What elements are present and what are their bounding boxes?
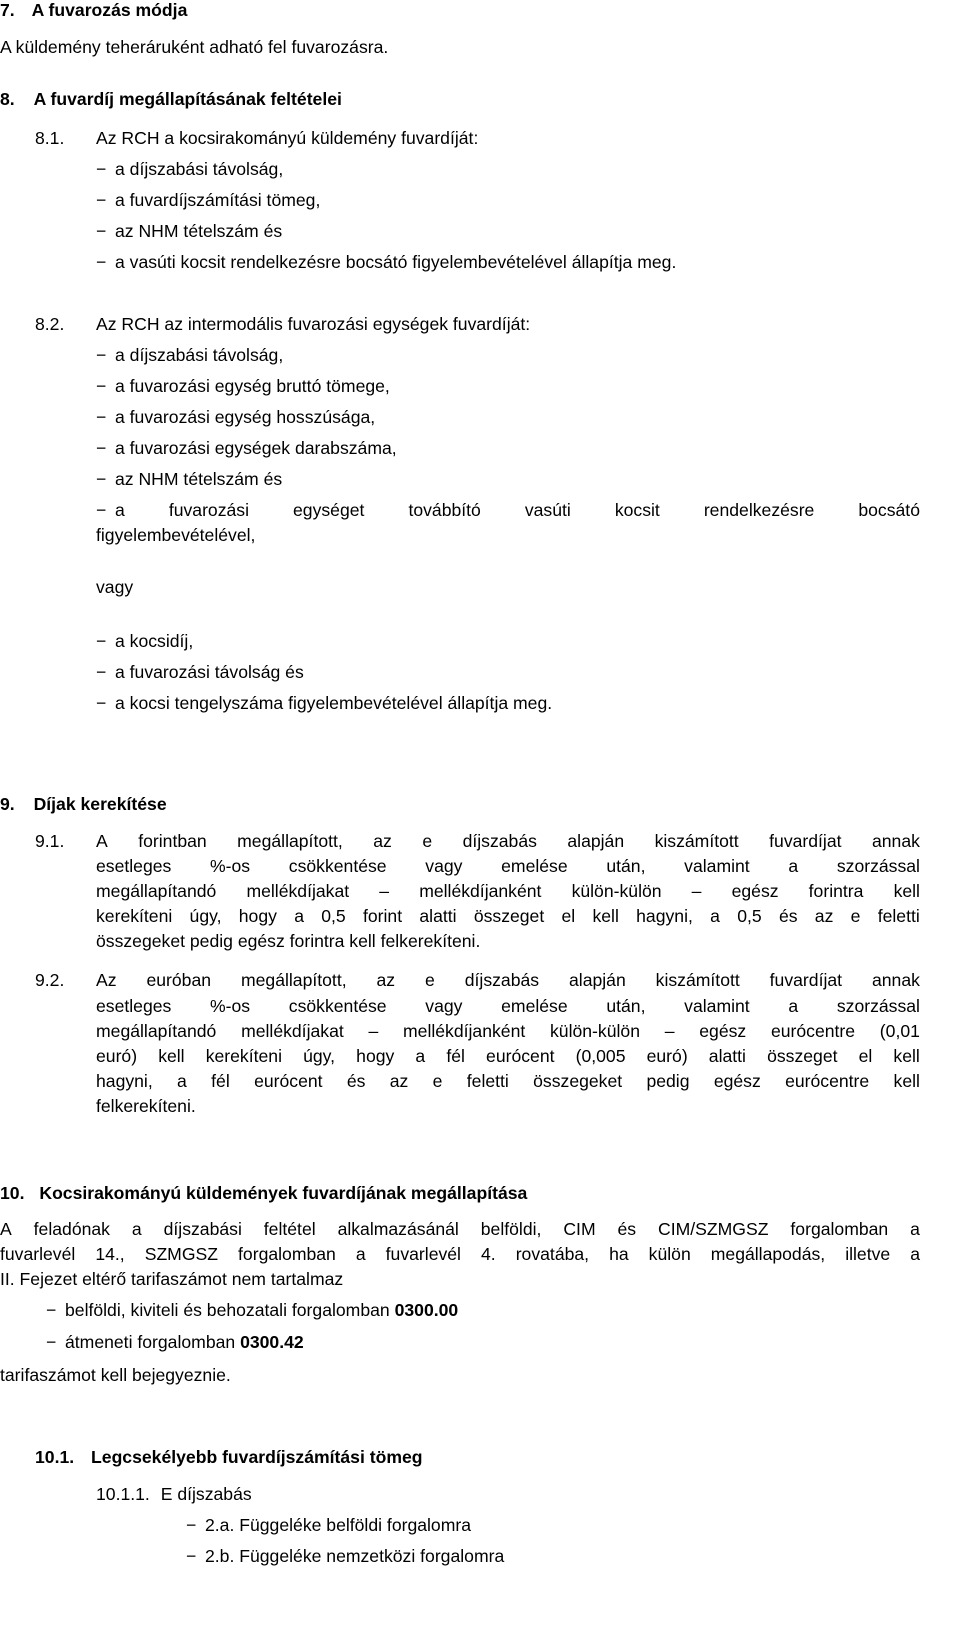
- heading-number: 10.: [0, 1183, 25, 1203]
- dash-icon: −: [96, 190, 107, 210]
- list-item: − az NHM tételszám és: [96, 469, 283, 489]
- justified-line: kerekíteni úgy, hogy a 0,5 forint alatti összeget el kell hagyni, a 0,5 és az e feletti: [96, 906, 920, 926]
- list-item: − a fuvardíjszámítási tömeg,: [96, 190, 321, 210]
- list-item: − a kocsi tengelyszáma figyelembevételével állapítja meg.: [96, 693, 553, 713]
- paragraph-last-line: felkerekíteni.: [96, 1096, 196, 1116]
- heading-10: [0, 1185, 527, 1203]
- list-item: − a fuvarozási egység bruttó tömege,: [96, 376, 390, 396]
- list-item: − a fuvarozási egységek darabszáma,: [96, 438, 397, 458]
- dash-icon: −: [96, 662, 107, 682]
- list-item: − a vasúti kocsit rendelkezésre bocsátó figyelembevételével állapítja meg.: [96, 252, 677, 272]
- dash-icon: −: [96, 631, 107, 651]
- justified-line: esetleges %-os csökkentése vagy emelése után, valamint a szorzással: [96, 856, 920, 876]
- paragraph-last-line: II. Fejezet eltérő tarifaszámot nem tartalmaz: [0, 1269, 344, 1289]
- list-item: − belföldi, kiviteli és behozatali forgalomban 0300.00: [46, 1300, 459, 1320]
- section-number: 8.2.: [35, 314, 65, 334]
- continuation-line: figyelembevételével,: [96, 525, 256, 545]
- paragraph-intro: Az RCH az intermodális fuvarozási egységek fuvardíját:: [96, 314, 531, 334]
- heading-7: [0, 2, 187, 20]
- list-item: − a fuvarozási egység hosszúsága,: [96, 407, 376, 427]
- subsection-number: 10.1.1.: [96, 1484, 150, 1504]
- list-item: − 2.a. Függeléke belföldi forgalomra: [186, 1515, 472, 1535]
- dash-icon: −: [96, 693, 107, 713]
- dash-icon: −: [186, 1515, 197, 1535]
- list-item: − 2.b. Függeléke nemzetközi forgalomra: [186, 1546, 505, 1566]
- justified-line: euró) kell kerekíteni úgy, hogy a fél eurócent (0,005 euró) alatti összeget el kell: [96, 1046, 920, 1066]
- paragraph-intro: Az RCH a kocsirakományú küldemény fuvardíját:: [96, 128, 479, 148]
- dash-icon: −: [96, 345, 107, 365]
- justified-line: esetleges %-os csökkentése vagy emelése után, valamint a szorzással: [96, 996, 920, 1016]
- dash-icon: −: [96, 438, 107, 458]
- dash-icon: −: [96, 500, 107, 520]
- justified-line: fuvarlevél 14., SZMGSZ forgalomban a fuvarlevél 4. rovatába, ha külön megállapodás, illetve a: [0, 1244, 920, 1264]
- justified-line: A forintban megállapított, az e díjszabás alapján kiszámított fuvardíjat annak: [96, 831, 920, 851]
- dash-icon: −: [96, 221, 107, 241]
- heading-number: 9.: [0, 794, 15, 814]
- section-number: 9.2.: [35, 970, 65, 990]
- heading-title: A fuvardíj megállapításának feltételei: [33, 89, 342, 109]
- dash-icon: −: [96, 407, 107, 427]
- heading-title: A fuvarozás módja: [31, 0, 188, 20]
- list-item: − átmeneti forgalomban 0300.42: [46, 1332, 304, 1352]
- paragraph: A küldemény teheráruként adható fel fuvarozásra.: [0, 37, 389, 57]
- heading-number: 8.: [0, 89, 15, 109]
- paragraph-last-line: összegeket pedig egész forintra kell felkerekíteni.: [96, 931, 481, 951]
- subsection-line: [96, 1486, 252, 1504]
- dash-icon: −: [96, 376, 107, 396]
- dash-icon: −: [96, 252, 107, 272]
- dash-icon: −: [186, 1546, 197, 1566]
- subsection-title: E díjszabás: [160, 1484, 252, 1504]
- tariff-code: 0300.42: [240, 1332, 304, 1352]
- heading-title: Díjak kerekítése: [33, 794, 167, 814]
- list-item: − a díjszabási távolság,: [96, 345, 284, 365]
- justified-line: hagyni, a fél eurócent és az e feletti összegeket pedig egész eurócentre kell: [96, 1071, 920, 1091]
- section-number: 8.1.: [35, 128, 65, 148]
- list-item-justified: [96, 502, 920, 520]
- or-text: vagy: [96, 577, 134, 597]
- heading-8: [0, 91, 342, 109]
- heading-number: 7.: [0, 0, 15, 20]
- justified-line: Az euróban megállapított, az e díjszabás alapján kiszámított fuvardíjat annak: [96, 970, 920, 990]
- list-item: − a fuvarozási távolság és: [96, 662, 304, 682]
- justified-line: megállapítandó mellékdíjakat – mellékdíjanként külön-külön – egész eurócentre (0,01: [96, 1021, 920, 1041]
- dash-icon: −: [96, 159, 107, 179]
- list-item: − a díjszabási távolság,: [96, 159, 284, 179]
- heading-title: Legcsekélyebb fuvardíjszámítási tömeg: [91, 1447, 423, 1467]
- justified-line: a fuvarozási egységet továbbító vasúti kocsit rendelkezésre bocsátó: [115, 500, 920, 520]
- paragraph: tarifaszámot kell bejegyeznie.: [0, 1365, 231, 1385]
- heading-10-1: [35, 1449, 423, 1467]
- heading-9: [0, 796, 167, 814]
- list-item: − a kocsidíj,: [96, 631, 194, 651]
- dash-icon: −: [46, 1332, 57, 1352]
- tariff-code: 0300.00: [394, 1300, 459, 1320]
- list-item: − az NHM tételszám és: [96, 221, 283, 241]
- dash-icon: −: [46, 1300, 57, 1320]
- justified-line: megállapítandó mellékdíjakat – mellékdíjanként külön-külön – egész forintra kell: [96, 881, 920, 901]
- heading-title: Kocsirakományú küldemények fuvardíjának megállapítása: [39, 1183, 528, 1203]
- dash-icon: −: [96, 469, 107, 489]
- justified-line: A feladónak a díjszabási feltétel alkalmazásánál belföldi, CIM és CIM/SZMGSZ forgalomban a: [0, 1219, 920, 1239]
- heading-number: 10.1.: [35, 1447, 75, 1467]
- section-number: 9.1.: [35, 831, 65, 851]
